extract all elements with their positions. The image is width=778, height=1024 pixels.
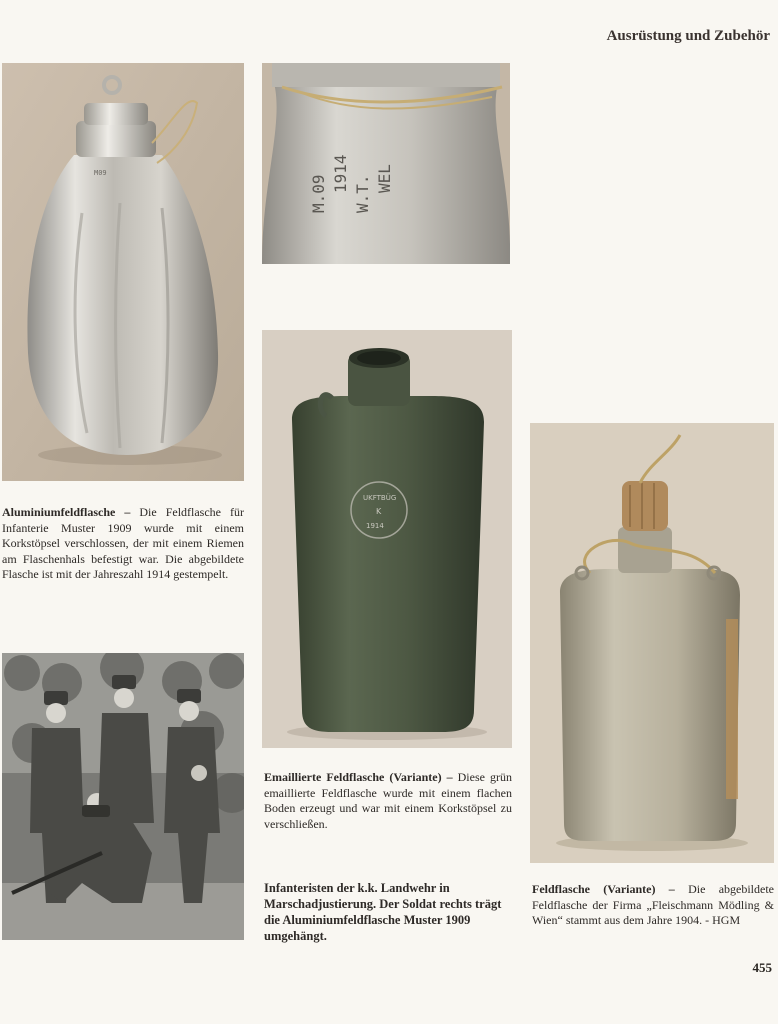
enamel-stamp-line-3: 1914 — [366, 522, 384, 530]
aluminium-flask-image — [2, 63, 244, 481]
caption-enamel-body: Diese grün emaillierte Feldflasche wurde mit einem flachen Boden erzeugt und war mit einem Korkstöpsel zu verschließen. — [264, 770, 512, 831]
caption-soldiers — [264, 880, 504, 944]
stamp-line-3: W.T. — [353, 174, 372, 213]
stamp-closeup-photo — [262, 63, 510, 264]
enamel-flask-image — [262, 330, 512, 748]
enamel-stamp-line-2: K — [376, 507, 382, 516]
caption-aluminium-flask — [2, 505, 244, 583]
stamp-closeup-image — [262, 63, 510, 264]
caption-soldiers-text: Infanteristen der k.k. Landwehr in Marschadjustierung. Der Soldat rechts trägt die Aluminiumfeldflasche Muster 1909 umgehängt. — [264, 881, 502, 943]
caption-aluminium-lead: Aluminiumfeldflasche – — [2, 505, 140, 519]
stamp-line-2: 1914 — [331, 154, 350, 193]
enamel-stamp-line-1: UKFTBÜG — [363, 494, 397, 502]
soldiers-photo — [2, 653, 244, 940]
variant-flask-photo — [530, 423, 774, 863]
soldiers-image — [2, 653, 244, 940]
stamp-line-1: M.09 — [309, 174, 328, 213]
aluminium-flask-photo — [2, 63, 244, 481]
stamp-line-4: WEL — [375, 164, 394, 193]
caption-variant-flask — [532, 882, 774, 929]
running-header: Ausrüstung und Zubehör — [606, 28, 770, 44]
caption-enamel-flask — [264, 770, 512, 832]
caption-enamel-lead: Emaillierte Feldflasche (Variante) – — [264, 770, 458, 784]
caption-aluminium-body: Die Feldflasche für Infanterie Muster 1909 wurde mit einem Korkstöpsel verschlossen, der mit einem Riemen am Flaschenhals befestigt war. Die abgebildete Flasche ist mit der Jahreszahl 1914 gestempelt. — [2, 505, 244, 581]
page-number: 455 — [752, 960, 772, 975]
caption-variant-body: Die abgebildete Feldflasche der Firma „Fleischmann Mödling & Wien“ stammt aus dem Jahre 1904. - HGM — [532, 882, 774, 927]
svg-text:M09: M09 — [94, 169, 107, 177]
variant-flask-image — [530, 423, 774, 863]
enamel-flask-photo — [262, 330, 512, 748]
caption-variant-lead: Feldflasche (Variante) – — [532, 882, 689, 896]
